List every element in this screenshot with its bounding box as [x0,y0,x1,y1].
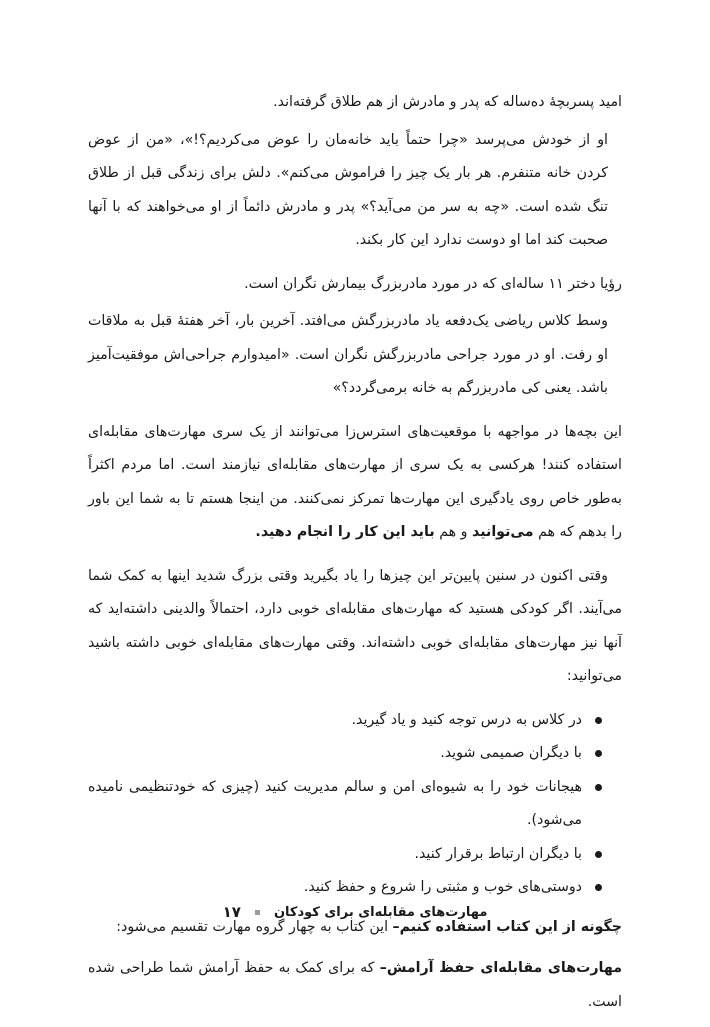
coping-text-end: . [255,524,261,540]
footer-book-title: مهارت‌های مقابله‌ای برای کودکان [273,904,488,920]
calm-skills-heading: مهارت‌های مقابله‌ای حفظ آرامش– [379,960,622,976]
case-text-omid: او از خودش می‌پرسد «چرا حتماً باید خانه‌مان را عوض می‌کردیم؟!»، «من از عوض کردن خانه متنفرم. هر بار یک چیز را فراموش می‌کنم». دلش برای زندگی قبل از طلاق تنگ شده است. «چه به سر من می‌آید؟» پدر و مادرش دائماً از او می‌خواهند که با آنها صحبت کند اما او دوست ندارد این کار بکند. [88,131,608,248]
list-item [88,771,602,838]
page-footer [0,903,710,921]
list-item-text: با دیگران ارتباط برقرار کنید. [414,845,582,862]
coping-text-mid: و هم [439,524,468,540]
case-text-roya: وسط کلاس ریاضی یک‌دفعه یاد مادربزرگش می‌افتد. آخرین بار، آخر هفتهٔ قبل به ملاقات او رفت. او در مورد جراحی مادربزرگش نگران است. «امیدوارم جراحی‌اش موفقیت‌آمیز باشد. یعنی کی مادربزرگم به خانه برمی‌گردد؟» [88,313,608,396]
coping-text-main: این بچه‌ها در مواجهه با موقعیت‌های استرس‌زا می‌توانند از یک سری مهارت‌های مقابله‌ای استفاده کنند! هرکسی به یک سری از مهارت‌های مقابله‌ای نیازمند است. اما مردم اکثراً به‌طور خاص روی یادگیری این مهارت‌ها تمرکز نمی‌کنند. من اینجا هستم تا به شما این باور را بدهم که هم [88,423,622,540]
page-number: ۱۷ [222,903,241,921]
list-item [88,737,602,771]
list-item [88,838,602,872]
calm-skills-line [88,952,622,1019]
bullet-icon [595,750,602,757]
page-content [88,86,622,1027]
list-item-text: هیجانات خود را به شیوه‌ای امن و سالم مدیریت کنید (چیزی که خودتنظیمی نامیده می‌شود). [88,778,582,828]
list-item [88,704,602,738]
footer-separator-icon [255,910,260,915]
bullet-icon [595,851,602,858]
case-heading-omid: امید پسربچهٔ ده‌ساله که پدر و مادرش از هم طلاق گرفته‌اند. [273,94,622,110]
calm-skills-text: که برای کمک به حفظ آرامش شما طراحی شده است. [88,960,622,1010]
how-to-use-heading: چگونه از این کتاب استفاده کنیم– [392,918,622,935]
coping-skills-paragraph [88,416,622,550]
benefits-paragraph: وقتی اکنون در سنین پایین‌تر این چیزها را یاد بگیرید وقتی بزرگ شدید اینها به کمک شما می‌آیند. اگر کودکی هستید که مهارت‌های مقابله‌ای خوبی دارد، احتمالاً والدینی داشته‌اید که آنها نیز مهارت‌های مقابله‌ای خوبی داشته‌اند. وقتی مهارت‌های مقابله‌ای خوبی داشته باشید می‌توانید: [88,567,622,684]
list-item-text: در کلاس به درس توجه کنید و یاد گیرید. [351,711,582,728]
list-item-text: با دیگران صمیمی شوید. [440,745,582,761]
coping-text-bold-can: می‌توانید [472,524,534,540]
how-to-use-text: این کتاب به چهار گروه مهارت تقسیم می‌شود: [116,918,393,935]
benefits-list [88,704,622,905]
bullet-icon [595,717,602,724]
case-heading-roya: رؤیا دختر ۱۱ ساله‌ای که در مورد مادربزرگ بیمارش نگران است. [244,275,622,292]
list-item [88,871,602,905]
coping-text-bold-must: باید این کار را انجام دهید [260,524,435,540]
list-item-text: دوستی‌های خوب و مثبتی را شروع و حفظ کنید. [303,879,582,895]
bullet-icon [595,784,602,791]
bullet-icon [595,884,602,891]
